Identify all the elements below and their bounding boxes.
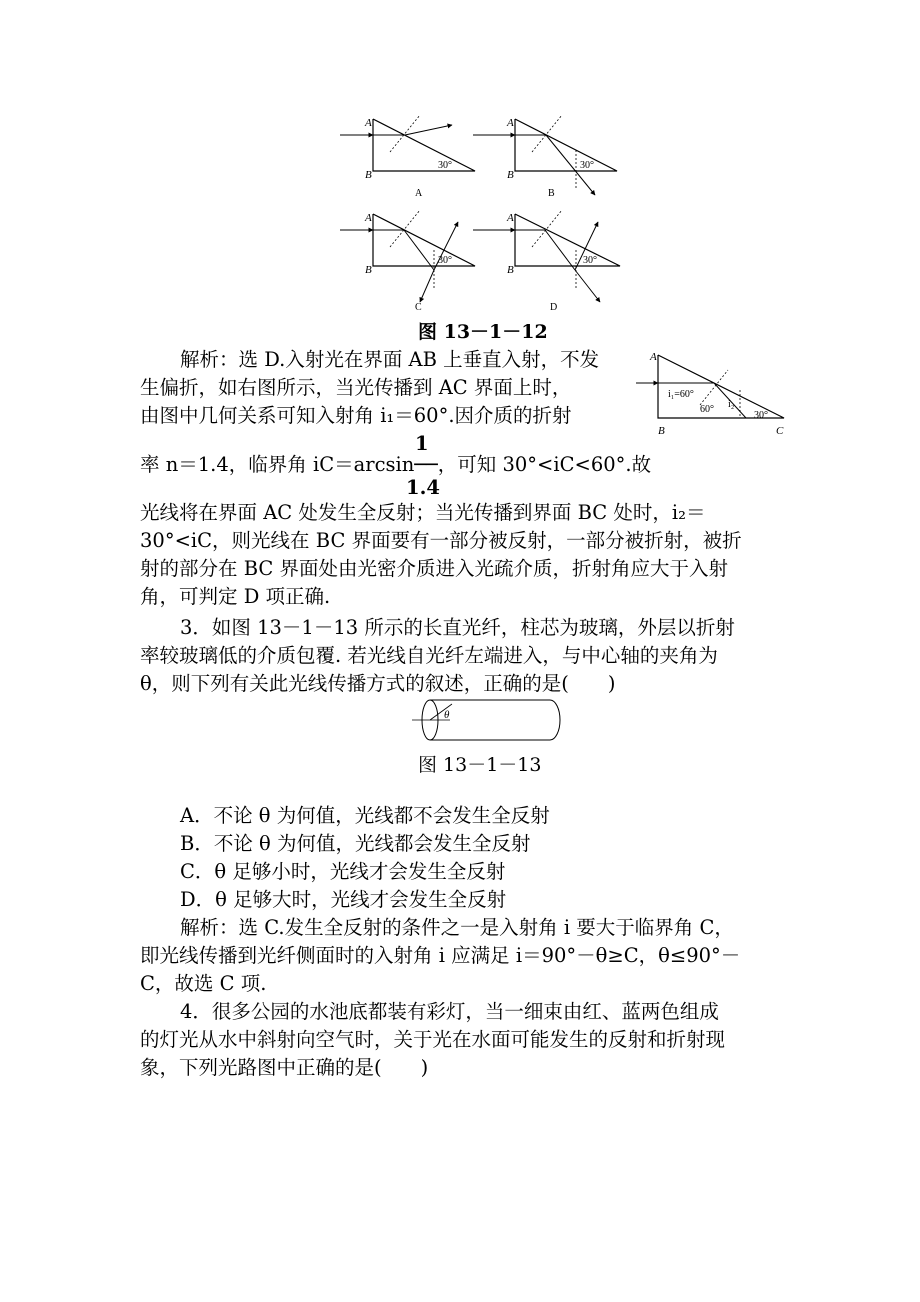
vertex-a: A [507,117,514,129]
vertex-c: C [776,425,784,437]
q3-option-c: C．θ 足够小时，光线才会发生全反射 [180,860,506,883]
q2-solution-line-1: 解析：选 D.入射光在界面 AB 上垂直入射，不发 [180,348,600,371]
fraction-denominator: 1.4 [406,476,440,499]
q2-solution-line-4: 率 n＝1.4，临界角 iC＝arcsin──，可知 30°<iC<60°.故 [140,453,652,476]
q3-option-d: D．θ 足够大时，光线才会发生全反射 [180,888,507,911]
q2-solution-line-5: 光线将在界面 AC 处发生全反射；当光传播到界面 BC 处时，i₂＝ [140,501,706,524]
q3-solution-line-3: C，故选 C 项. [140,972,267,995]
panel-label: B [548,188,555,199]
q3-solution-line-1: 解析：选 C.发生全反射的条件之一是入射角 i 要大于临界角 C， [180,916,734,939]
panel-c [340,210,475,313]
q4-line-2: 的灯光从水中斜射向空气时，关于光在水面可能发生的反射和折射现 [140,1028,726,1051]
panel-b [473,115,617,199]
figure-13-1-12-caption: 图 13－1－12 [418,321,548,343]
angle-label: 30° [583,255,597,266]
q4-line-3: 象，下列光路图中正确的是( ) [140,1056,429,1079]
angle-label: 30° [438,160,452,171]
figure-13-1-13 [410,696,570,744]
q2-solution-line-8: 角，可判定 D 项正确. [140,585,331,608]
angle-30: 30° [754,410,768,421]
panel-label: A [415,188,423,199]
vertex-a: A [507,212,514,224]
solution-diagram [636,350,796,440]
angle-i2: i₂ [728,399,735,410]
q2-solution-line-7: 射的部分在 BC 界面处由光密介质进入光疏介质，折射角应大于入射 [140,557,729,580]
angle-60: 60° [700,404,714,415]
angle-label: 30° [438,255,452,266]
vertex-b: B [365,169,372,181]
q3-solution-line-2: 即光线传播到光纤侧面时的入射角 i 应满足 i＝90°－θ≥C，θ≤90°－ [140,944,741,967]
angle-label: 30° [580,160,594,171]
q2-solution-line-6: 30°<iC，则光线在 BC 界面要有一部分被反射，一部分被折射，被折 [140,529,742,552]
angle-i1: i₁=60° [668,389,694,400]
theta-label: θ [444,709,450,721]
vertex-a: A [650,351,657,363]
fraction-numerator: 1 [415,432,429,455]
panel-label: D [550,302,558,313]
q3-line-1: 3．如图 13－1－13 所示的长直光纤，柱芯为玻璃，外层以折射 [180,616,735,639]
vertex-a: A [365,212,372,224]
vertex-b: B [658,425,665,437]
vertex-b: B [365,264,372,276]
q3-line-2: 率较玻璃低的介质包覆. 若光线自光纤左端进入，与中心轴的夹角为 [140,644,718,667]
q2-solution-line-2: 生偏折，如右图所示，当光传播到 AC 界面上时， [140,376,572,399]
vertex-b: B [507,169,514,181]
panel-d [473,210,620,313]
q3-option-a: A．不论 θ 为何值，光线都不会发生全反射 [180,804,550,827]
panel-a [340,115,475,199]
q4-line-1: 4．很多公园的水池底都装有彩灯，当一细束由红、蓝两色组成 [180,1000,719,1023]
panel-label: C [415,302,422,313]
figure-13-1-13-caption: 图 13－1－13 [418,754,542,776]
q3-option-b: B．不论 θ 为何值，光线都会发生全反射 [180,832,531,855]
vertex-a: A [365,117,372,129]
q3-line-3: θ，则下列有关此光线传播方式的叙述，正确的是( ) [140,672,616,695]
figure-13-1-12 [340,110,630,320]
q2-solution-line-3: 由图中几何关系可知入射角 i₁＝60°.因介质的折射 [140,404,572,427]
vertex-b: B [507,264,514,276]
